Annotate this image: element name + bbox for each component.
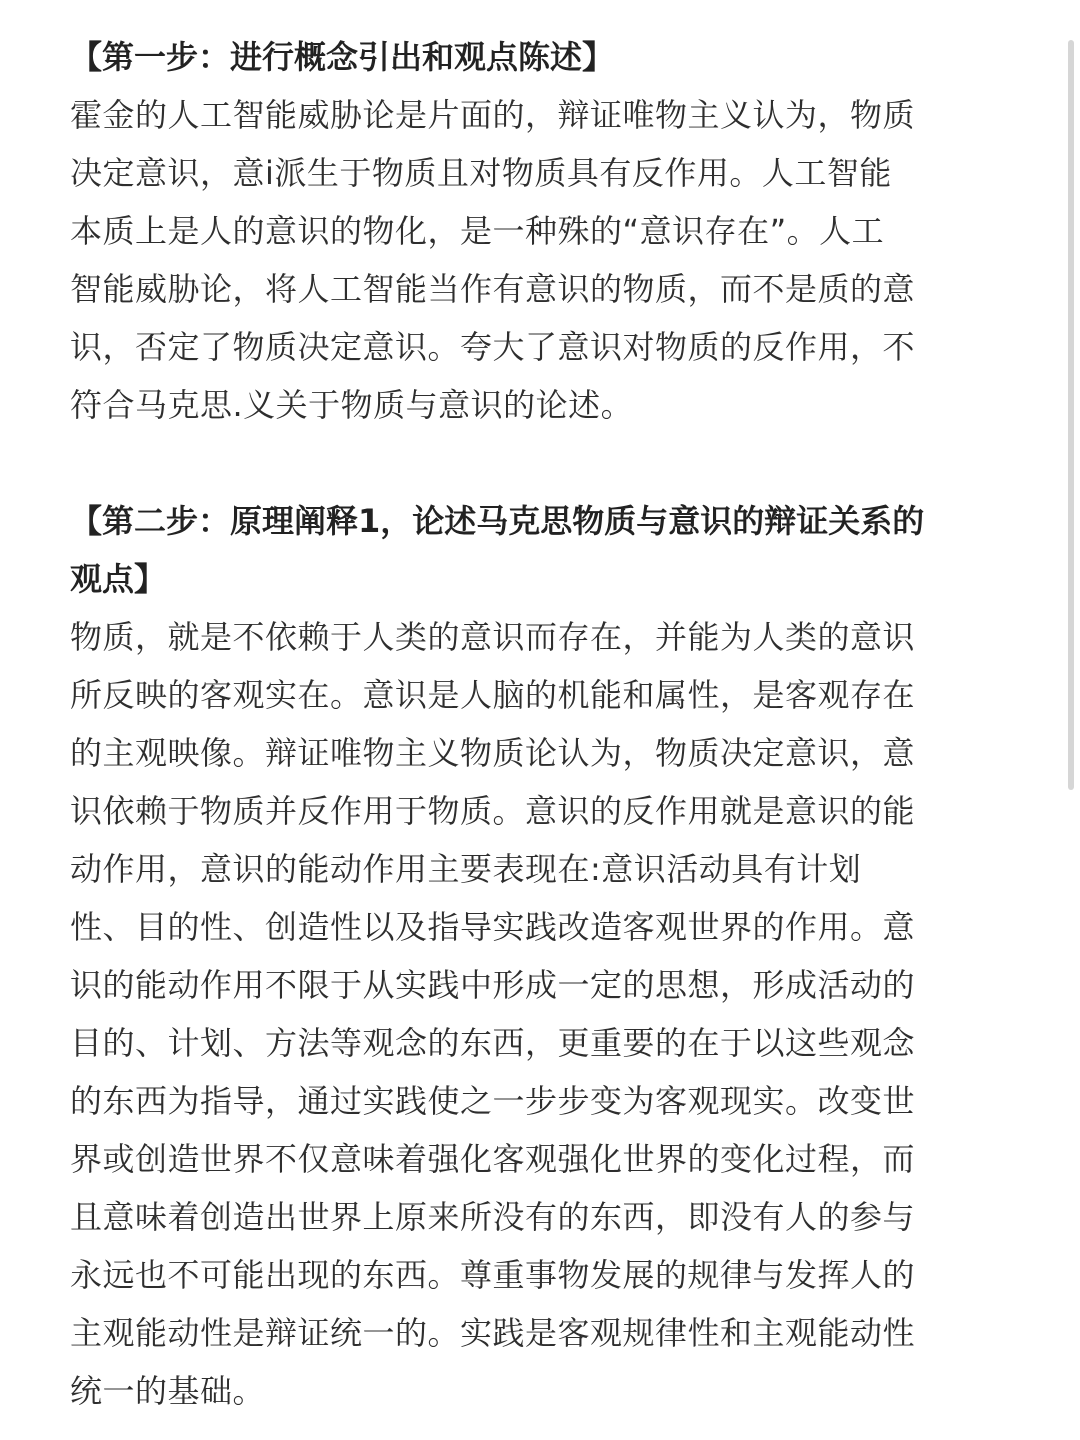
text-line: 霍金的人工智能威胁论是片面的，辩证唯物主义认为，物质 [70,96,916,134]
section-1-heading: 【第一步：进行概念引出和观点陈述】 [70,38,615,76]
section-2 [70,492,1005,1420]
text-line: 物质，就是不依赖于人类的意识而存在，并能为人类的意识 [70,618,916,656]
text-line: 性、目的性、创造性以及指导实践改造客观世界的作用。意 [70,908,916,946]
text-line: 符合马克思.义关于物质与意识的论述。 [70,386,634,424]
section-2-heading: 【第二步：原理阐释1，论述马克思物质与意识的辩证关系的 [70,502,925,540]
text-line: 识的能动作用不限于从实践中形成一定的思想，形成活动的 [70,966,916,1004]
text-line: 动作用，意识的能动作用主要表现在:意识活动具有计划 [70,850,862,888]
text-line: 目的、计划、方法等观念的东西，更重要的在于以这些观念 [70,1024,916,1062]
text-line: 的主观映像。辩证唯物主义物质论认为，物质决定意识，意 [70,734,916,772]
text-line: 主观能动性是辩证统一的。实践是客观规律性和主观能动性 [70,1314,916,1352]
section-spacer [70,434,1005,492]
text-line: 识，否定了物质决定意识。夸大了意识对物质的反作用，不 [70,328,916,366]
text-line: 本质上是人的意识的物化，是一种殊的“意识存在”。人工 [70,212,885,250]
text-line: 的东西为指导，通过实践使之一步步变为客观现实。改变世 [70,1082,916,1120]
text-line: 永远也不可能出现的东西。尊重事物发展的规律与发挥人的 [70,1256,916,1294]
text-line: 且意味着创造出世界上原来所没有的东西，即没有人的参与 [70,1198,916,1236]
text-line: 决定意识，意i派生于物质且对物质具有反作用。人工智能 [70,154,892,192]
section-1 [70,28,1005,434]
section-2-heading-cont: 观点】 [70,560,167,598]
text-line: 统一的基础。 [70,1372,266,1410]
article-body [70,28,1005,1420]
text-line: 智能威胁论，将人工智能当作有意识的物质，而不是质的意 [70,270,916,308]
vertical-scrollbar[interactable] [1068,40,1074,790]
text-line: 所反映的客观实在。意识是人脑的机能和属性，是客观存在 [70,676,916,714]
text-line: 识依赖于物质并反作用于物质。意识的反作用就是意识的能 [70,792,916,830]
text-line: 界或创造世界不仅意味着强化客观强化世界的变化过程，而 [70,1140,916,1178]
